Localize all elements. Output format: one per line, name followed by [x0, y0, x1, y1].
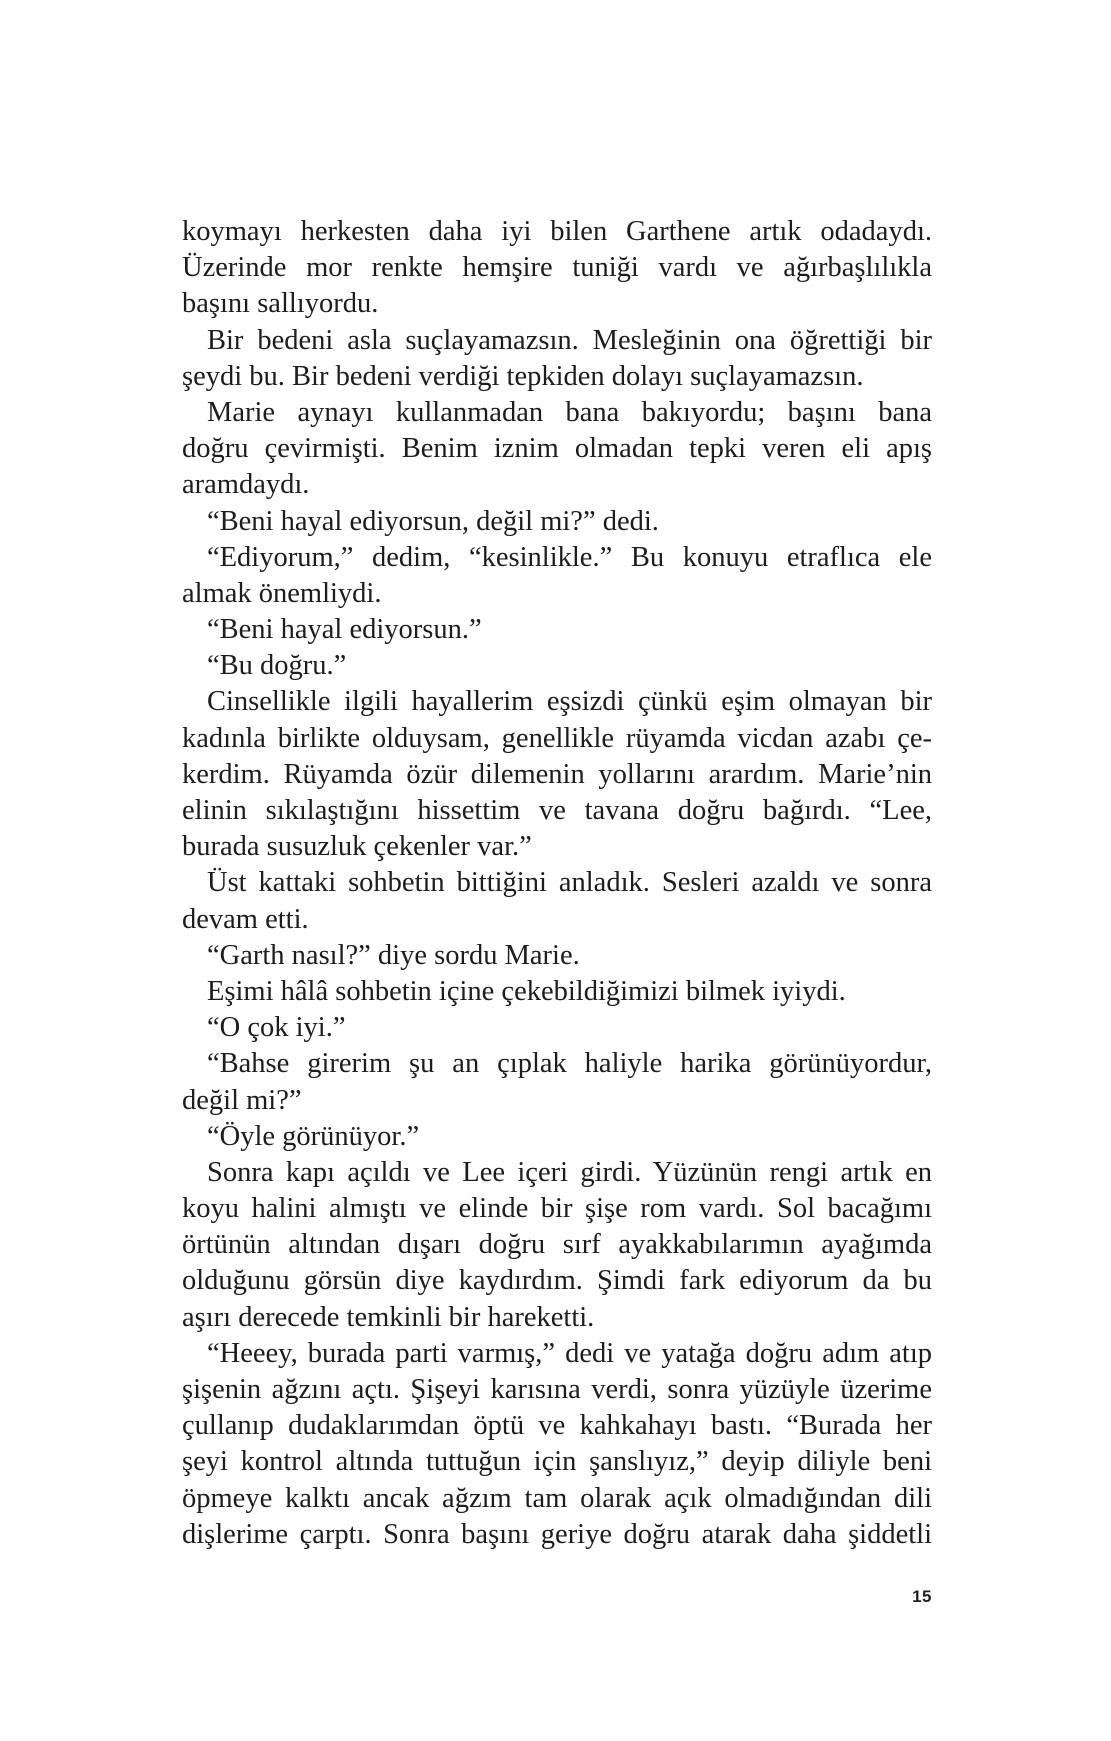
text-line: öpmeye kalktı ancak ağzım tam olarak açık olmadığından dili	[182, 1482, 932, 1514]
text-line: şeydi bu. Bir bedeni verdiği tepkiden dolayı suçlayamazsın.	[182, 360, 864, 392]
text-line: Sonra kapı açıldı ve Lee içeri girdi. Yüzünün rengi artık en	[207, 1156, 932, 1188]
text-line: başını sallıyordu.	[182, 288, 379, 320]
text-line: çullanıp dudaklarımdan öptü ve kahkahayı bastı. “Burada her	[182, 1410, 932, 1442]
text-line: Eşimi hâlâ sohbetin içine çekebildiğimizi bilmek iyiydi.	[207, 975, 846, 1007]
text-line: Cinsellikle ilgili hayallerim eşsizdi çünkü eşim olmayan bir	[207, 686, 932, 718]
text-line: “Öyle görünüyor.”	[207, 1120, 420, 1152]
text-line: koyu halini almıştı ve elinde bir şişe rom vardı. Sol bacağımı	[182, 1193, 932, 1225]
text-line: aşırı derecede temkinli bir hareketti.	[182, 1301, 595, 1333]
text-line: “O çok iyi.”	[207, 1012, 346, 1044]
text-line: “Bu doğru.”	[207, 650, 347, 682]
text-line: almak önemliydi.	[182, 577, 382, 609]
text-line: dişlerime çarptı. Sonra başını geriye doğru atarak daha şiddetli	[182, 1518, 932, 1550]
text-line: “Heeey, burada parti varmış,” dedi ve yatağa doğru adım atıp	[207, 1337, 932, 1369]
text-line: “Ediyorum,” dedim, “kesinlikle.” Bu konuyu etraflıca ele	[207, 541, 932, 573]
text-line: “Bahse girerim şu an çıplak haliyle harika görünüyordur,	[207, 1048, 932, 1080]
text-line: koymayı herkesten daha iyi bilen Garthene artık odadaydı.	[182, 216, 932, 247]
text-line: değil mi?”	[182, 1084, 302, 1116]
text-line: kadınla birlikte olduysam, genellikle rüyamda vicdan azabı çe-	[182, 722, 932, 754]
text-line: olduğunu görsün diye kaydırdım. Şimdi fark ediyorum da bu	[182, 1265, 932, 1297]
text-line: burada susuzluk çekenler var.”	[182, 831, 532, 863]
text-line: devam etti.	[182, 903, 309, 935]
text-line: şeyi kontrol altında tuttuğun için şanslıyız,” deyip diliyle beni	[182, 1446, 932, 1478]
text-line: Marie aynayı kullanmadan bana bakıyordu; başını bana	[207, 396, 932, 428]
text-line: “Beni hayal ediyorsun.”	[207, 614, 482, 646]
text-line: Bir bedeni asla suçlayamazsın. Mesleğinin ona öğrettiği bir	[207, 324, 932, 356]
text-line: elinin sıkılaştığını hissettim ve tavana doğru bağırdı. “Lee,	[182, 795, 932, 826]
text-line: şişenin ağzını açtı. Şişeyi karısına verdi, sonra yüzüyle üzerime	[182, 1374, 932, 1405]
text-line: “Beni hayal ediyorsun, değil mi?” dedi.	[207, 505, 659, 537]
text-line: aramdaydı.	[182, 469, 310, 501]
text-line: örtünün altından dışarı doğru sırf ayakkabılarımın ayağımda	[182, 1229, 932, 1261]
text-line: doğru çevirmişti. Benim iznim olmadan tepki veren eli apış	[182, 433, 932, 465]
body-text	[182, 214, 932, 1553]
page-number: 15	[912, 1587, 932, 1606]
text-line: Üzerinde mor renkte hemşire tuniği vardı ve ağırbaşlılıkla	[182, 252, 932, 284]
text-line: “Garth nasıl?” diye sordu Marie.	[207, 939, 580, 971]
text-line: kerdim. Rüyamda özür dilemenin yollarını arardım. Marie’nin	[182, 758, 932, 790]
text-line: Üst kattaki sohbetin bittiğini anladık. Sesleri azaldı ve sonra	[207, 867, 932, 899]
